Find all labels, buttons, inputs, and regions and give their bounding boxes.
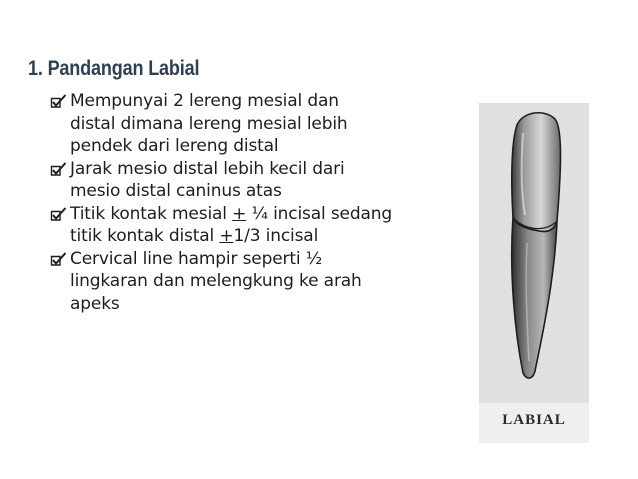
bullet-line: lingkaran dan melengkung ke arah <box>70 271 362 291</box>
tooth-labial-view-icon <box>479 103 589 443</box>
checkbox-check-icon <box>50 162 67 177</box>
figure-caption: LABIAL <box>502 412 566 428</box>
bullet-line: Jarak mesio distal lebih kecil dari <box>70 158 345 179</box>
plus-minus-sign: + <box>219 226 234 246</box>
bullet-line: distal dimana lereng mesial lebih <box>70 113 348 134</box>
checkbox-check-icon <box>50 252 67 267</box>
tooth-figure <box>479 103 589 443</box>
bullet-line <box>70 225 460 248</box>
bullet-item <box>48 203 460 248</box>
bullet-item <box>48 248 460 316</box>
bullet-line-part: ¼ incisal sedang <box>246 203 393 224</box>
bullet-line: pendek dari lereng distal <box>70 136 279 156</box>
bullet-line: mesio distal caninus atas <box>70 181 282 201</box>
plus-minus-sign: + <box>232 203 247 224</box>
slide-title: 1. Pandangan Labial <box>28 57 200 80</box>
bullet-line-part: titik kontak distal <box>70 226 220 246</box>
checkbox-check-icon <box>50 94 67 109</box>
bullet-item <box>48 90 460 158</box>
bullet-list <box>48 90 460 315</box>
checkbox-check-icon <box>50 207 67 222</box>
bullet-text <box>70 203 460 248</box>
bullet-line: apeks <box>70 293 120 314</box>
bullet-text <box>70 90 460 158</box>
bullet-line <box>70 203 460 226</box>
bullet-item <box>48 158 460 203</box>
bullet-line-part: Titik kontak mesial <box>70 203 233 224</box>
bullet-line-part: 1/3 incisal <box>233 226 319 246</box>
bullet-text <box>70 248 460 316</box>
bullet-line: Cervical line hampir seperti ½ <box>70 248 323 269</box>
bullet-line: Mempunyai 2 lereng mesial dan <box>70 91 339 111</box>
bullet-text <box>70 158 460 203</box>
